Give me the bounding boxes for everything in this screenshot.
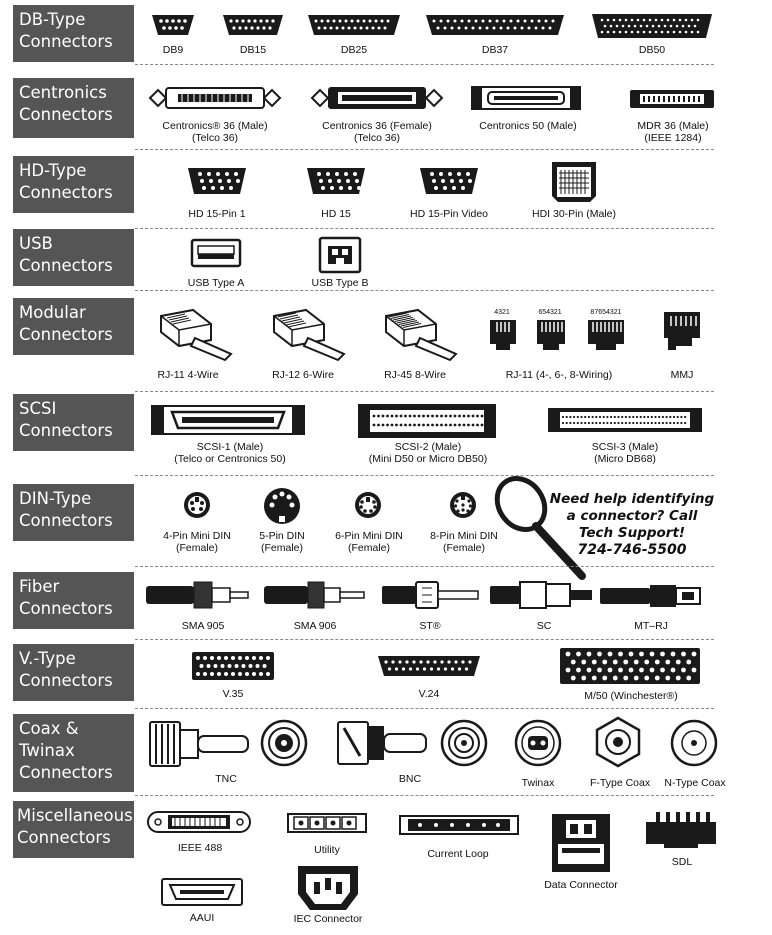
centronics36-male-caption: Centronics® 36 (Male) (Telco 36) (162, 120, 268, 144)
divider (135, 149, 714, 150)
aaui-caption: AAUI (189, 912, 215, 924)
v35-icon (190, 650, 276, 682)
divider (135, 290, 714, 291)
section-label-din: DIN-Type Connectors (13, 484, 134, 541)
db15-caption: DB15 (239, 44, 267, 56)
rj45-8wire-icon (380, 306, 460, 362)
centronics36-male-icon (148, 84, 282, 112)
section-label-db: DB-Type Connectors (13, 5, 134, 62)
twinax-icon (514, 719, 562, 767)
db37-icon (424, 13, 566, 37)
iec-connector-caption: IEC Connector (293, 913, 363, 925)
f-type-coax-caption: F-Type Coax (590, 777, 651, 789)
divider (135, 475, 714, 476)
scsi3-male-icon (546, 406, 704, 434)
hdi30-male-icon (550, 160, 598, 204)
data-connector-icon (550, 812, 612, 874)
rj12-6wire-icon (268, 306, 348, 362)
tnc-caption: TNC (215, 773, 237, 785)
sma905-icon (144, 576, 250, 614)
db15-icon (221, 13, 285, 37)
section-label-modular: Modular Connectors (13, 298, 134, 355)
divider (135, 795, 714, 796)
utility-icon (286, 812, 368, 834)
n-type-coax-icon (670, 719, 718, 767)
db9-icon (150, 13, 196, 37)
scsi2-male-caption: SCSI-2 (Male) (Mini D50 or Micro DB50) (368, 441, 488, 465)
divider (135, 566, 714, 567)
scsi2-male-icon (356, 402, 498, 440)
bnc-face-icon (440, 719, 488, 767)
centronics50-male-icon (470, 84, 582, 112)
section-label-hd: HD-Type Connectors (13, 156, 134, 213)
rj11-4wire-caption: RJ-11 4-Wire (157, 369, 219, 381)
rj11-wiring-caption: RJ-11 (4-, 6-, 8-Wiring) (505, 369, 613, 381)
din-5pin-icon (262, 486, 302, 526)
rj11-pins-6: 654321 (538, 309, 562, 316)
rj11-4wiring-jack-icon (488, 318, 518, 358)
db37-caption: DB37 (481, 44, 509, 56)
sma906-caption: SMA 906 (293, 620, 337, 632)
section-label-scsi: SCSI Connectors (13, 394, 134, 451)
section-label-centronics: Centronics Connectors (13, 78, 134, 138)
hd15-caption: HD 15 (321, 208, 351, 220)
rj12-6wire-caption: RJ-12 6-Wire (272, 369, 334, 381)
scsi1-male-icon (150, 402, 306, 438)
ieee488-icon (146, 808, 252, 836)
m50-winchester-caption: M/50 (Winchester®) (584, 690, 678, 702)
section-label-misc: Miscellaneous Connectors (13, 801, 134, 858)
scsi1-male-caption: SCSI-1 (Male) (Telco or Centronics 50) (174, 441, 286, 465)
rj11-8wiring-jack-icon (586, 318, 626, 358)
mini-din-8pin-icon (448, 490, 478, 520)
st-icon (380, 578, 480, 612)
hd15-pin1-caption: HD 15-Pin 1 (188, 208, 246, 220)
rj11-pins-4: 4321 (494, 309, 510, 316)
db25-caption: DB25 (340, 44, 368, 56)
divider (135, 708, 714, 709)
divider (135, 228, 714, 229)
tnc-face-icon (260, 719, 308, 767)
tnc-icon (148, 720, 252, 768)
twinax-caption: Twinax (521, 777, 555, 789)
mini-din-8pin-caption: 8-Pin Mini DIN (Female) (430, 530, 498, 554)
section-label-coax: Coax & Twinax Connectors (13, 714, 134, 792)
sc-icon (488, 578, 594, 612)
hd15-pin1-icon (186, 166, 248, 196)
current-loop-icon (398, 814, 520, 836)
rj45-8wire-caption: RJ-45 8-Wire (384, 369, 446, 381)
mdr36-male-caption: MDR 36 (Male) (IEEE 1284) (637, 120, 709, 144)
centronics50-male-caption: Centronics 50 (Male) (479, 120, 577, 132)
mmj-caption: MMJ (670, 369, 694, 381)
usb-type-b-icon (318, 236, 362, 274)
hd15-video-caption: HD 15-Pin Video (409, 208, 489, 220)
sdl-caption: SDL (671, 856, 693, 868)
usb-type-b-caption: USB Type B (311, 277, 369, 289)
mini-din-4pin-icon (182, 490, 212, 520)
aaui-icon (160, 877, 244, 907)
iec-connector-icon (296, 864, 360, 912)
hd15-video-icon (418, 166, 480, 196)
sdl-icon (644, 810, 718, 850)
mini-din-6pin-caption: 6-Pin Mini DIN (Female) (335, 530, 403, 554)
db50-caption: DB50 (638, 44, 666, 56)
mini-din-4pin-caption: 4-Pin Mini DIN (Female) (163, 530, 231, 554)
db9-caption: DB9 (162, 44, 184, 56)
utility-caption: Utility (314, 844, 340, 856)
n-type-coax-caption: N-Type Coax (664, 777, 726, 789)
divider (135, 64, 714, 65)
usb-type-a-icon (190, 238, 242, 268)
sma906-icon (262, 576, 366, 614)
v24-caption: V.24 (418, 688, 440, 700)
v24-icon (376, 654, 482, 678)
hdi30-male-caption: HDI 30-Pin (Male) (531, 208, 617, 220)
rj11-6wiring-jack-icon (535, 318, 567, 358)
mini-din-6pin-icon (353, 490, 383, 520)
sma905-caption: SMA 905 (181, 620, 225, 632)
mmj-icon (662, 310, 702, 356)
sc-caption: SC (536, 620, 552, 632)
mt-rj-icon (598, 580, 702, 612)
rj11-pins-8: 87654321 (590, 309, 622, 316)
section-label-usb: USB Connectors (13, 229, 134, 286)
tech-support-callout: Need help identifying a connector? Call Tech Support! 724-746-5500 (542, 491, 722, 559)
v35-caption: V.35 (222, 688, 244, 700)
ieee488-caption: IEEE 488 (177, 842, 223, 854)
data-connector-caption: Data Connector (544, 879, 618, 891)
rj11-4wire-icon (155, 306, 235, 362)
bnc-caption: BNC (398, 773, 422, 785)
f-type-coax-icon (592, 716, 644, 768)
usb-type-a-caption: USB Type A (187, 277, 245, 289)
tech-support-phone[interactable]: 724-746-5500 (577, 542, 687, 558)
m50-winchester-icon (558, 646, 702, 686)
centronics36-female-icon (310, 84, 444, 112)
mdr36-male-icon (628, 88, 716, 110)
db25-icon (306, 13, 402, 37)
centronics36-female-caption: Centronics 36 (Female) (Telco 36) (322, 120, 432, 144)
st-caption: ST® (419, 620, 441, 632)
scsi3-male-caption: SCSI-3 (Male) (Micro DB68) (591, 441, 659, 465)
db50-icon (590, 12, 714, 40)
section-label-fiber: Fiber Connectors (13, 572, 134, 629)
current-loop-caption: Current Loop (427, 848, 489, 860)
divider (135, 639, 714, 640)
din-5pin-caption: 5-Pin DIN (Female) (259, 530, 305, 554)
hd15-icon (305, 166, 367, 196)
mt-rj-caption: MT–RJ (634, 620, 668, 632)
section-label-vtype: V.-Type Connectors (13, 644, 134, 701)
bnc-icon (336, 720, 430, 766)
divider (135, 391, 714, 392)
